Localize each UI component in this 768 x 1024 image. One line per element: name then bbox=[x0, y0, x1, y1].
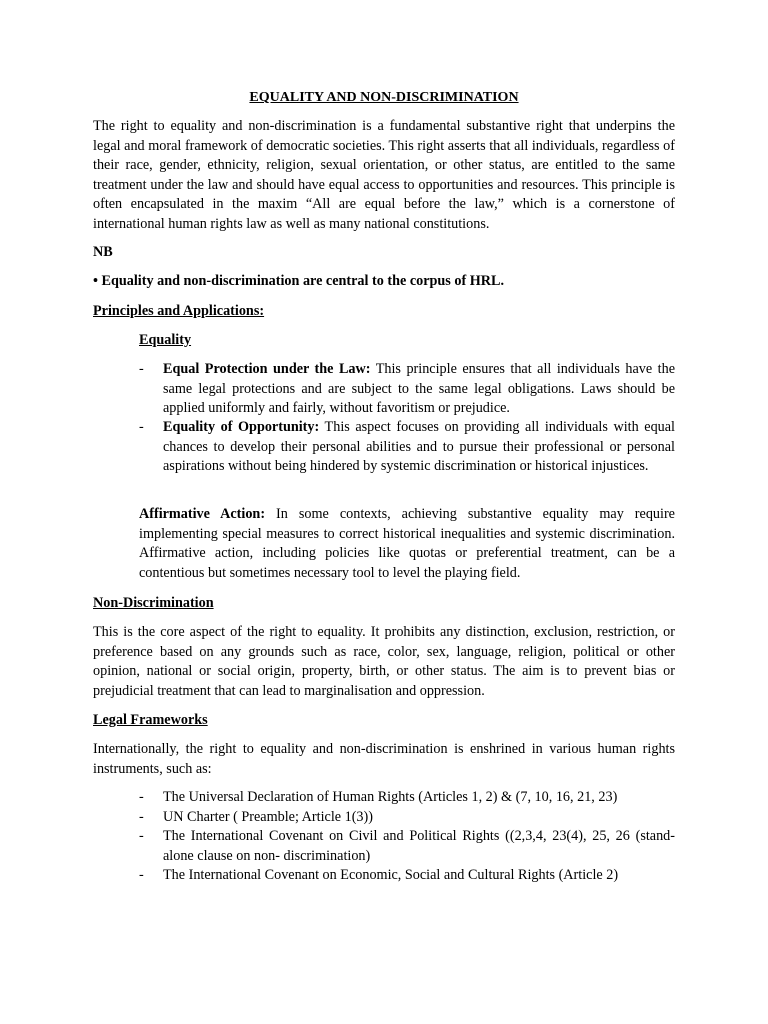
affirmative-action-term: Affirmative Action: bbox=[139, 506, 266, 522]
list-item-term: Equal Protection under the Law: bbox=[163, 361, 371, 377]
list-item-text bbox=[163, 360, 675, 419]
equality-list-item bbox=[139, 360, 675, 419]
document-title: EQUALITY AND NON-DISCRIMINATION bbox=[249, 90, 519, 105]
list-dash: - bbox=[139, 419, 144, 435]
nb-label: NB bbox=[93, 244, 113, 260]
equality-heading: Equality bbox=[139, 332, 192, 348]
legal-list-item bbox=[139, 808, 675, 828]
affirmative-action-body: In some contexts, achieving substantive equality may require implementing special measures to correct historical inequalities and systemic discrimination. Affirmative action, including policies like quotas or preferential treatment, can be a contentious but sometimes necessary tool to level the playing field. bbox=[139, 506, 675, 581]
list-item-text: The Universal Declaration of Human Rights (Articles 1, 2) & (7, 10, 16, 21, 23) bbox=[163, 789, 618, 805]
list-item-term: Equality of Opportunity: bbox=[163, 419, 320, 435]
legal-list-item bbox=[139, 827, 675, 866]
nb-bullet-point: • Equality and non-discrimination are central to the corpus of HRL. bbox=[93, 273, 505, 289]
list-item-body: This principle ensures that all individuals have the same legal protections and are subject to the same legal obligations. Laws should be applied uniformly and fairly, without favoritism or prejudice. bbox=[163, 361, 675, 417]
list-dash: - bbox=[139, 867, 144, 883]
list-item-text: The International Covenant on Civil and Political Rights ((2,3,4, 23(4), 25, 26 (stand- alone clause on non- discrimination) bbox=[163, 828, 675, 864]
list-item-text: UN Charter ( Preamble; Article 1(3)) bbox=[163, 809, 373, 825]
equality-list-item bbox=[139, 418, 675, 477]
list-item-text bbox=[163, 418, 675, 477]
list-dash: - bbox=[139, 789, 144, 805]
list-item-text: The International Covenant on Economic, Social and Cultural Rights (Article 2) bbox=[163, 867, 619, 883]
intro-paragraph: The right to equality and non-discrimination is a fundamental substantive right that underpins the legal and moral framework of democratic societies. This right asserts that all individuals, regardless of their race, gender, ethnicity, religion, sexual orientation, or other status, are entitled to the same treatment under the law and should have equal access to opportunities and resources. This principle is often encapsulated in the maxim “All are equal before the law,” which is a cornerstone of international human rights law as well as many national constitutions. bbox=[93, 118, 675, 232]
legal-frameworks-paragraph: Internationally, the right to equality and non-discrimination is enshrined in various human rights instruments, such as: bbox=[93, 741, 675, 777]
principles-heading: Principles and Applications: bbox=[93, 303, 265, 319]
legal-frameworks-heading: Legal Frameworks bbox=[93, 712, 208, 728]
legal-list-item bbox=[139, 788, 675, 808]
non-discrimination-paragraph: This is the core aspect of the right to equality. It prohibits any distinction, exclusion, restriction, or preference based on any grounds such as race, color, sex, language, religion, political or other opinion, national or social origin, property, birth, or other status. The aim is to prevent bias or prejudicial treatment that can lead to marginalisation and oppression. bbox=[93, 624, 675, 699]
list-dash: - bbox=[139, 809, 144, 825]
affirmative-action-paragraph bbox=[139, 505, 675, 583]
non-discrimination-heading: Non-Discrimination bbox=[93, 595, 214, 611]
list-dash: - bbox=[139, 828, 144, 844]
list-dash: - bbox=[139, 361, 144, 377]
list-item-body: This aspect focuses on providing all individuals with equal chances to develop their personal abilities and to pursue their professional or personal aspirations without being hindered by systemic discrimination or historical injustices. bbox=[163, 419, 675, 475]
legal-list-item bbox=[139, 866, 675, 886]
